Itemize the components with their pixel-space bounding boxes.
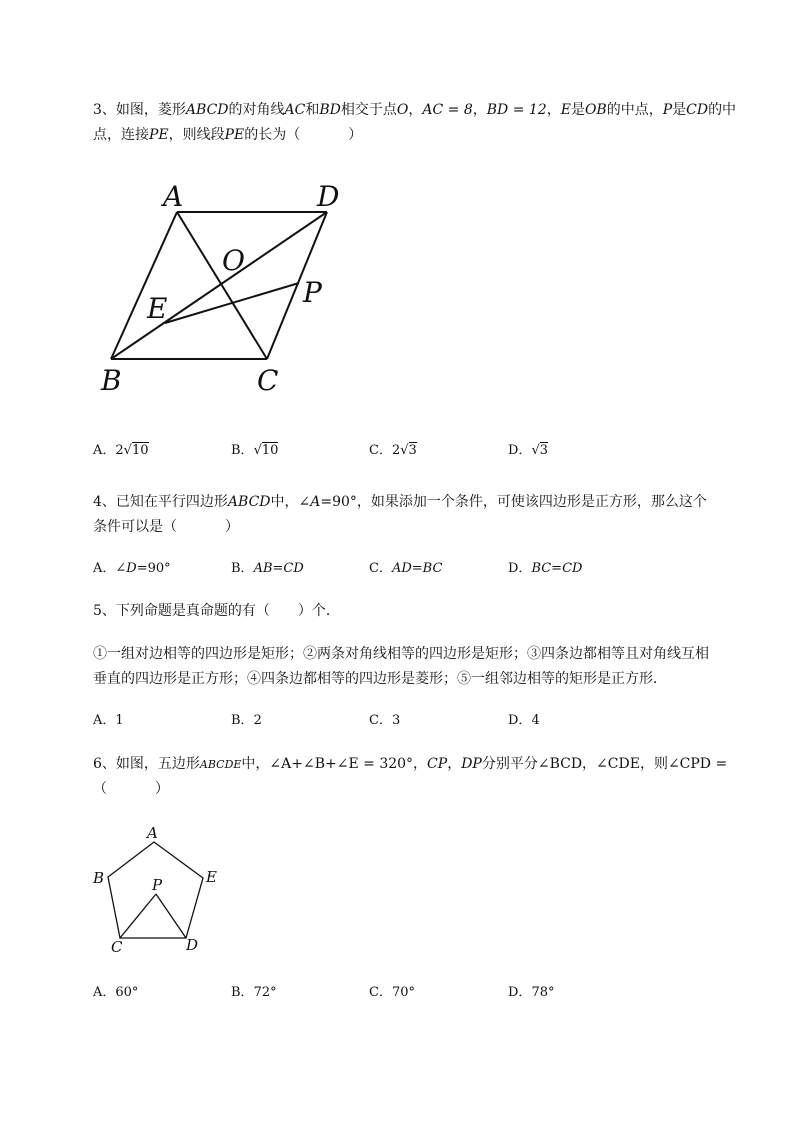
q4-option-a[interactable]: A．∠D=90° <box>93 561 171 576</box>
q6-option-b[interactable]: B．72° <box>231 985 277 1000</box>
q3-stem-line1: 3、如图，菱形ABCD的对角线AC和BD相交于点O，AC = 8，BD = 12，E是OB的中点，P是CD的中 <box>93 102 737 118</box>
q6-option-a[interactable]: A．60° <box>93 985 139 1000</box>
label-c: C <box>111 938 123 956</box>
label-c: C <box>257 364 279 397</box>
q5-option-c[interactable]: C．3 <box>369 713 401 728</box>
diagonal-ac <box>177 212 267 359</box>
q4-option-b[interactable]: B．AB=CD <box>231 561 304 576</box>
segment-dp <box>156 894 186 938</box>
q4-stem-line2: 条件可以是（ ） <box>93 519 239 535</box>
q3-option-d[interactable]: D．√3 <box>508 443 549 458</box>
label-p: P <box>152 876 163 894</box>
segment-cp <box>120 894 156 938</box>
q6-pentagon-figure <box>88 820 238 958</box>
label-a: A <box>163 180 184 213</box>
q5-option-d[interactable]: D．4 <box>508 713 540 728</box>
q5-statements-line1: ①一组对边相等的四边形是矩形；②两条对角线相等的四边形是矩形；③四条边都相等且对角线互相 <box>93 646 709 662</box>
q5-statements-line2: 垂直的四边形是正方形；④四条边都相等的四边形是菱形；⑤一组邻边相等的矩形是正方形． <box>93 671 667 687</box>
q3-number: 3、 <box>93 102 116 118</box>
sqrt-icon: √ <box>123 443 132 458</box>
q5-option-a[interactable]: A．1 <box>93 713 124 728</box>
q5-stem: 5、下列命题是真命题的有（ ）个． <box>93 603 340 619</box>
q3-option-c[interactable]: C．2√3 <box>369 443 417 458</box>
q4-stem-line1: 4、已知在平行四边形ABCD中，∠A=90°，如果添加一个条件，可使该四边形是正方形，那么这个 <box>93 494 707 510</box>
sqrt-icon: √ <box>400 443 409 458</box>
label-b: B <box>93 869 105 887</box>
q6-number: 6、 <box>93 756 116 772</box>
q6-option-c[interactable]: C．70° <box>369 985 415 1000</box>
sqrt-icon: √ <box>531 443 540 458</box>
label-o: O <box>222 244 245 277</box>
q4-option-c[interactable]: C．AD=BC <box>369 561 443 576</box>
sqrt-icon: √ <box>253 443 262 458</box>
q5-number: 5、 <box>93 603 116 619</box>
label-p: P <box>303 276 322 309</box>
label-a: A <box>147 824 158 842</box>
label-b: B <box>101 364 122 397</box>
q4-option-d[interactable]: D．BC=CD <box>508 561 583 576</box>
label-d: D <box>186 936 199 954</box>
q3-stem-line2: 点，连接PE，则线段PE的长为（ ） <box>93 127 363 143</box>
q5-option-b[interactable]: B．2 <box>231 713 262 728</box>
rhombus-lines <box>111 212 327 359</box>
label-d: D <box>317 180 340 213</box>
q6-stem-line2: （ ） <box>93 781 169 797</box>
q3-option-b[interactable]: B．√10 <box>231 443 279 458</box>
q4-number: 4、 <box>93 494 116 510</box>
label-e: E <box>206 868 217 886</box>
label-e: E <box>147 292 168 325</box>
q3-option-a[interactable]: A．2√10 <box>93 443 149 458</box>
q3-rhombus-figure <box>95 178 355 400</box>
segment-pe <box>165 283 299 323</box>
q6-stem-line1: 6、如图，五边形ABCDE中，∠A+∠B+∠E = 320°，CP，DP分别平分∠BCD，∠CDE，则∠CPD = <box>93 756 728 772</box>
q6-option-d[interactable]: D．78° <box>508 985 555 1000</box>
